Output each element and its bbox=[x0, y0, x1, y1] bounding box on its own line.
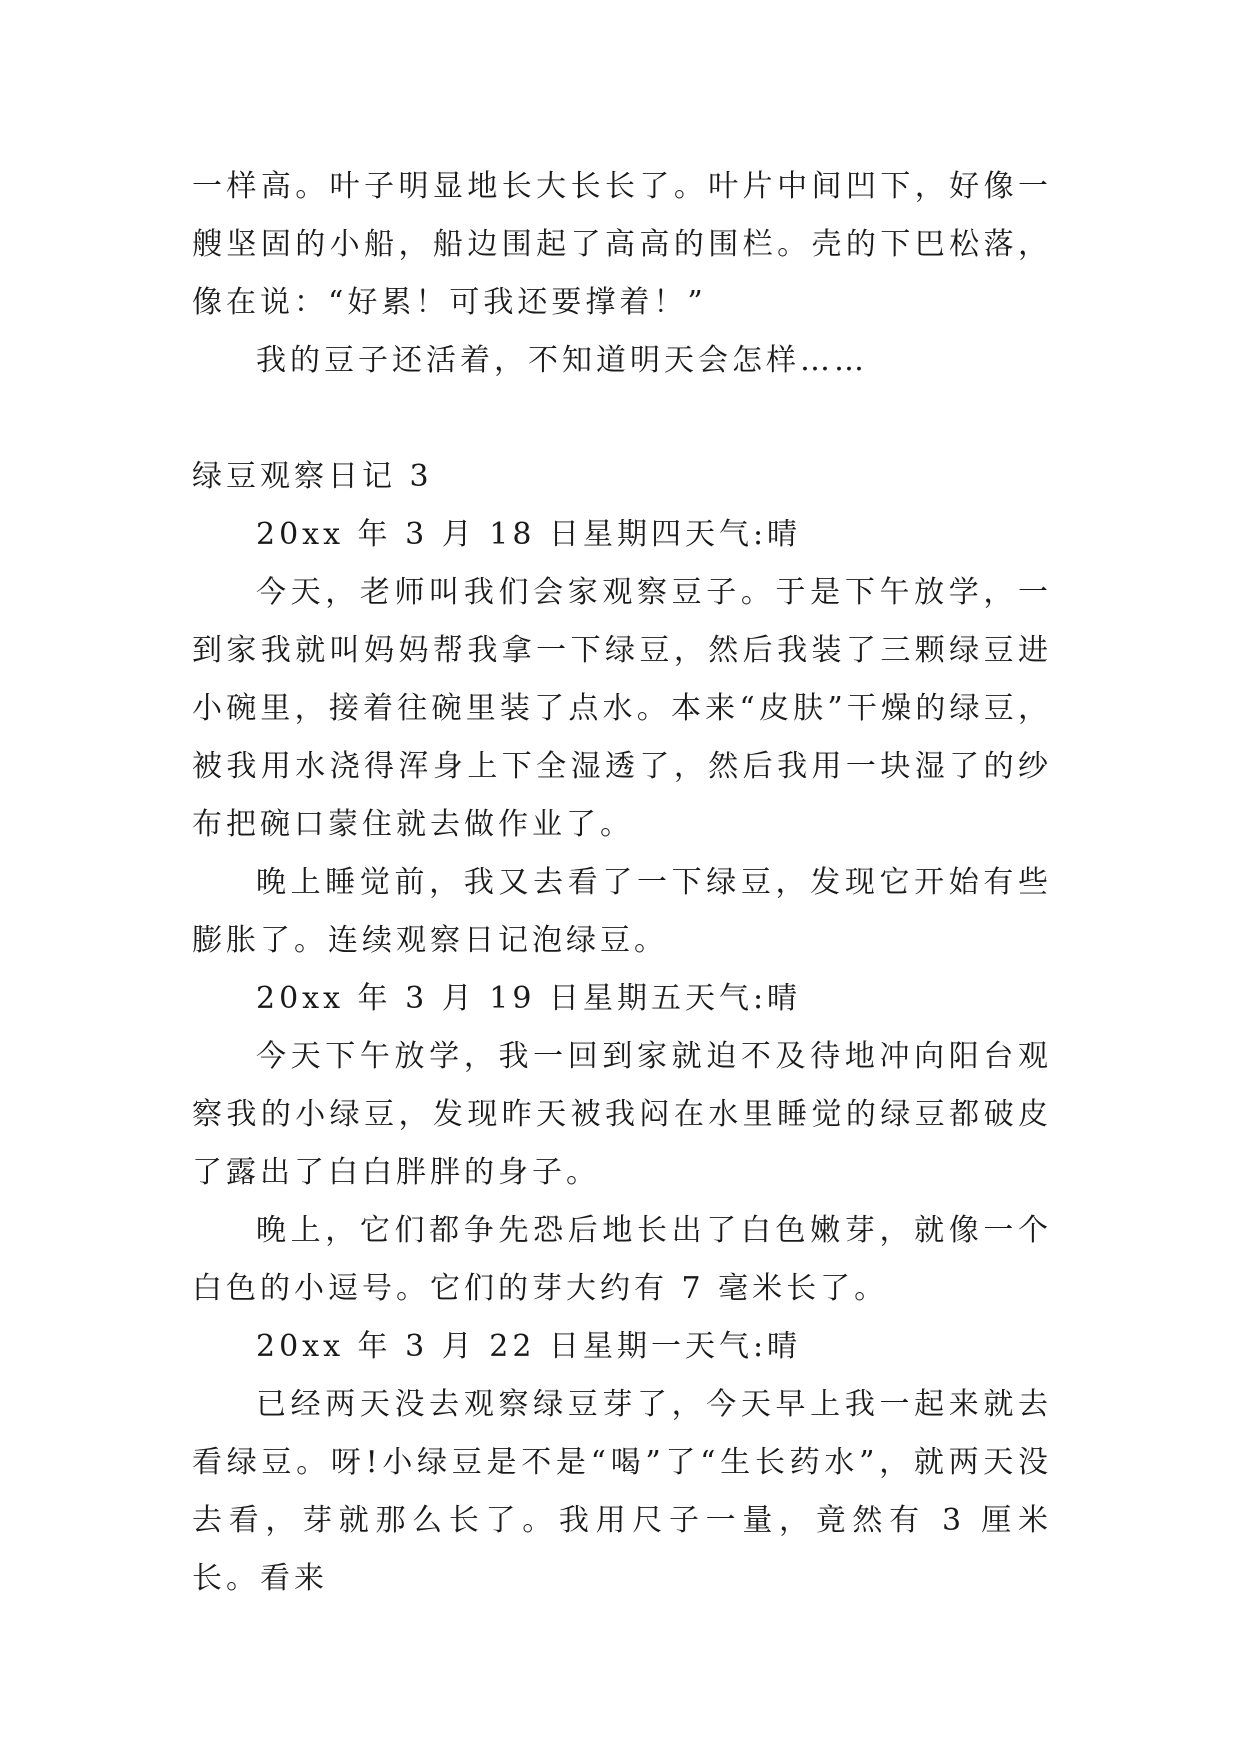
section-spacer bbox=[192, 390, 1052, 448]
entry-date: 20xx 年 3 月 19 日星期五天气:晴 bbox=[256, 981, 802, 1016]
entry-date: 20xx 年 3 月 18 日星期四天气:晴 bbox=[256, 517, 802, 552]
paragraph-continued: 一样高。叶子明显地长大长长了。叶片中间凹下，好像一艘坚固的小船，船边围起了高高的围栏。壳的下巴松落，像在说：“好累！可我还要撑着！” bbox=[192, 169, 1052, 320]
section-title: 绿豆观察日记 3 bbox=[192, 459, 433, 494]
paragraph: 晚上睡觉前，我又去看了一下绿豆，发现它开始有些膨胀了。连续观察日记泡绿豆。 bbox=[192, 865, 1052, 958]
document-body bbox=[192, 158, 1052, 1608]
paragraph: 晚上，它们都争先恐后地长出了白色嫩芽，就像一个白色的小逗号。它们的芽大约有 7 毫米长了。 bbox=[192, 1213, 1052, 1306]
paragraph: 已经两天没去观察绿豆芽了，今天早上我一起来就去看绿豆。呀!小绿豆是不是“喝”了“生长药水”，就两天没去看，芽就那么长了。我用尺子一量，竟然有 3 厘米长。看来 bbox=[192, 1387, 1052, 1596]
paragraph: 今天下午放学，我一回到家就迫不及待地冲向阳台观察我的小绿豆，发现昨天被我闷在水里睡觉的绿豆都破皮了露出了白白胖胖的身子。 bbox=[192, 1039, 1052, 1190]
paragraph: 我的豆子还活着，不知道明天会怎样…… bbox=[256, 343, 868, 378]
paragraph: 今天，老师叫我们会家观察豆子。于是下午放学，一到家我就叫妈妈帮我拿一下绿豆，然后我装了三颗绿豆进小碗里，接着往碗里装了点水。本来“皮肤”干燥的绿豆，被我用水浇得浑身上下全湿透了，然后我用一块湿了的纱布把碗口蒙住就去做作业了。 bbox=[192, 575, 1052, 842]
entry-date: 20xx 年 3 月 22 日星期一天气:晴 bbox=[256, 1329, 802, 1364]
